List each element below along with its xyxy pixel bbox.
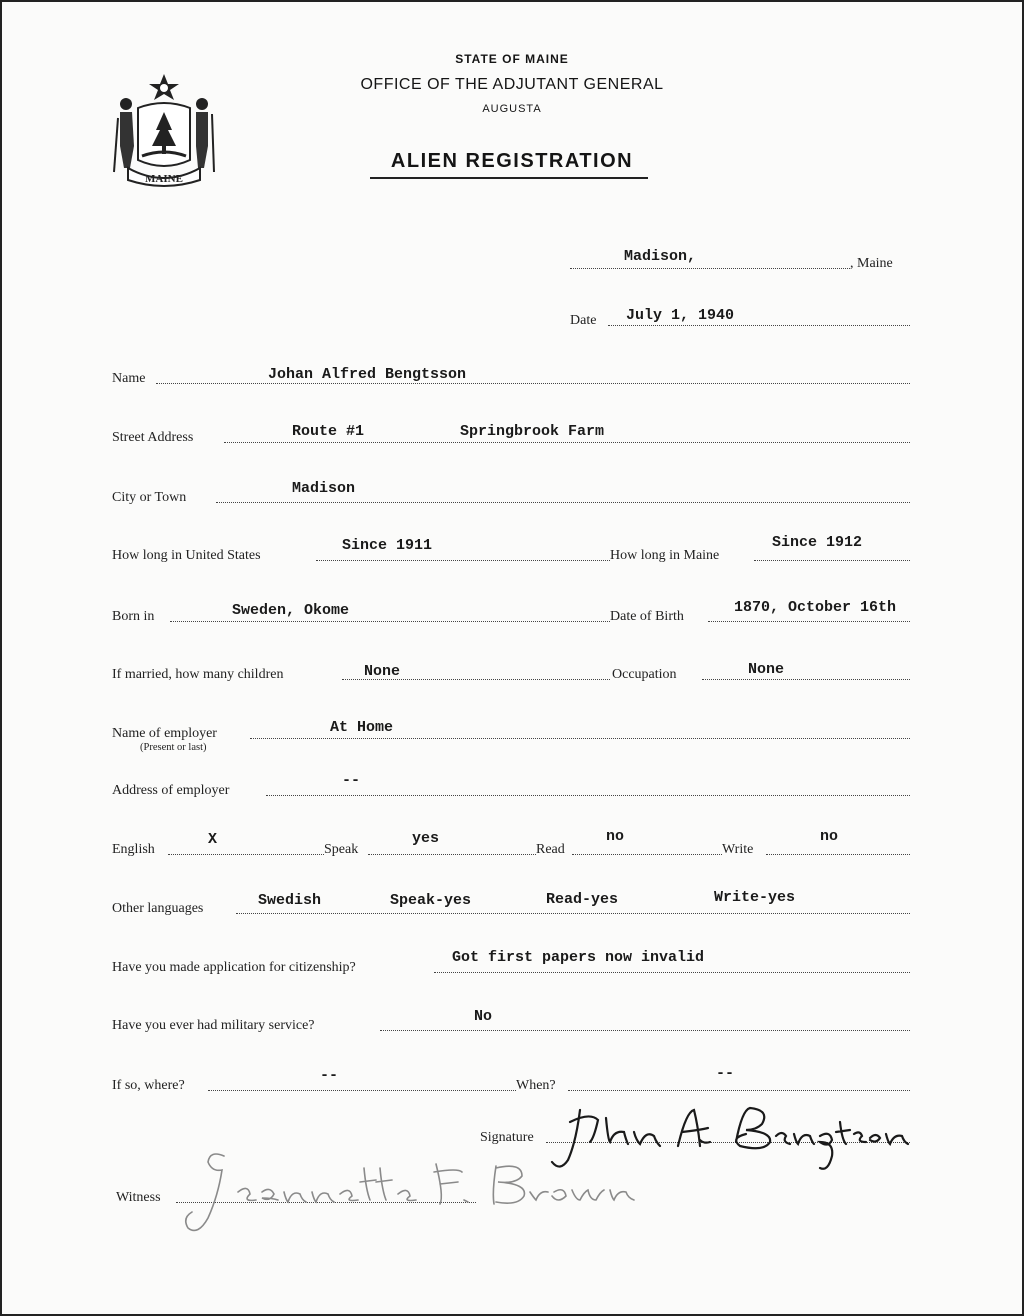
name-line (156, 383, 910, 384)
town-line (570, 268, 850, 269)
employer-address-line (266, 795, 910, 796)
city-label: City or Town (112, 490, 187, 505)
state-seal-icon (108, 68, 220, 188)
street-line (224, 442, 910, 443)
witness-signature (178, 1142, 638, 1242)
how-long-maine-value: Since 1912 (772, 534, 863, 551)
speak-line (368, 854, 536, 855)
born-in-value: Sweden, Okome (232, 602, 350, 619)
when-value: -- (716, 1065, 735, 1082)
street-value-1: Route #1 (292, 423, 365, 440)
city-line (216, 502, 910, 503)
how-long-us-value: Since 1911 (342, 537, 433, 554)
how-long-maine-label: How long in Maine (610, 548, 720, 563)
street-value-2: Springbrook Farm (460, 423, 605, 440)
other-languages-line (236, 913, 910, 914)
how-long-maine-line (754, 560, 910, 561)
born-in-label: Born in (112, 609, 155, 624)
date-of-birth-value: 1870, October 16th (734, 599, 897, 616)
citizenship-label: Have you made application for citizenship? (112, 960, 356, 975)
write-line (766, 854, 910, 855)
name-value: Johan Alfred Bengtsson (268, 366, 467, 383)
other-read-value: Read-yes (546, 891, 619, 908)
date-value: July 1, 1940 (626, 307, 735, 324)
date-label: Date (570, 313, 597, 328)
military-value: No (474, 1008, 493, 1025)
english-label: English (112, 842, 155, 857)
military-label: Have you ever had military service? (112, 1018, 315, 1033)
english-value: X (208, 831, 218, 848)
other-languages-label: Other languages (112, 901, 204, 916)
where-line (208, 1090, 516, 1091)
how-long-us-label: How long in United States (112, 548, 261, 563)
employer-label: Name of employer (112, 726, 217, 741)
employer-line (250, 738, 910, 739)
other-speak-value: Speak-yes (390, 892, 472, 909)
employer-value: At Home (330, 719, 394, 736)
how-long-us-line (316, 560, 610, 561)
children-label: If married, how many children (112, 667, 284, 682)
header-city: AUGUSTA (482, 103, 542, 115)
employer-address-label: Address of employer (112, 783, 230, 798)
write-value: no (820, 828, 839, 845)
name-label: Name (112, 371, 146, 386)
other-write-value: Write-yes (714, 889, 796, 906)
date-of-birth-label: Date of Birth (610, 609, 684, 624)
children-value: None (364, 663, 401, 680)
read-line (572, 854, 722, 855)
write-label: Write (722, 842, 754, 857)
where-value: -- (320, 1067, 339, 1084)
where-label: If so, where? (112, 1078, 185, 1093)
when-label: When? (516, 1078, 556, 1093)
citizenship-line (434, 972, 910, 973)
town-value: Madison, (624, 248, 697, 265)
signature-label: Signature (480, 1130, 534, 1145)
occupation-line (702, 679, 910, 680)
english-line (168, 854, 324, 855)
date-of-birth-line (708, 621, 910, 622)
employer-address-value: -- (342, 772, 361, 789)
maine-label: , Maine (850, 256, 893, 271)
seal-text: MAINE (145, 173, 183, 185)
employer-note: (Present or last) (140, 742, 207, 753)
read-value: no (606, 828, 625, 845)
other-languages-value: Swedish (258, 892, 322, 909)
occupation-value: None (748, 661, 785, 678)
born-in-line (170, 621, 610, 622)
form-title: ALIEN REGISTRATION (390, 150, 634, 172)
street-label: Street Address (112, 430, 194, 445)
occupation-label: Occupation (612, 667, 677, 682)
citizenship-value: Got first papers now invalid (452, 949, 705, 966)
witness-label: Witness (116, 1190, 161, 1205)
speak-value: yes (412, 830, 440, 847)
read-label: Read (536, 842, 565, 857)
city-value: Madison (292, 480, 356, 497)
header-state: STATE OF MAINE (455, 52, 569, 66)
speak-label: Speak (324, 842, 359, 857)
when-line (568, 1090, 910, 1091)
header-office: OFFICE OF THE ADJUTANT GENERAL (360, 76, 664, 93)
date-line (608, 325, 910, 326)
title-underline (370, 177, 648, 179)
military-line (380, 1030, 910, 1031)
